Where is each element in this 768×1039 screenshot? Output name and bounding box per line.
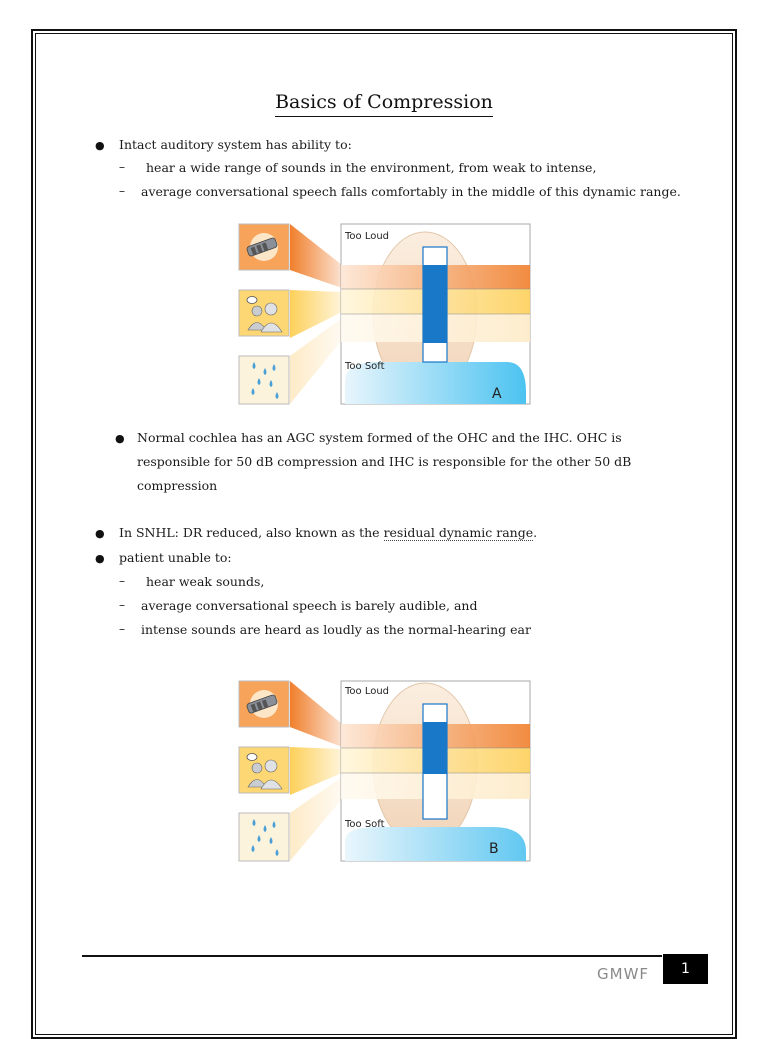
intact-sub-2: average conversational speech falls comfortably in the middle of this dynamic range. — [141, 184, 681, 199]
page-title-text: Basics of Compression — [275, 91, 493, 117]
dynamic-range-figure-b — [237, 679, 533, 863]
dynamic-range-figure-a — [237, 222, 533, 406]
patient-sub-1: hear weak sounds, — [146, 574, 265, 589]
dash-marker: – — [119, 622, 125, 636]
page-title — [0, 91, 768, 113]
patient-sub-2: average conversational speech is barely audible, and — [141, 598, 478, 613]
cochlea-line-1: Normal cochlea has an AGC system formed of the OHC and the IHC. OHC is — [137, 430, 622, 445]
bullet-dot: ● — [115, 432, 125, 445]
dash-marker: – — [119, 184, 125, 198]
threshold-shape — [345, 827, 526, 861]
footer-brand: GMWF — [597, 965, 650, 983]
footer-rule — [82, 955, 662, 957]
cochlea-line-3: compression — [137, 478, 218, 493]
bullet-dot: ● — [95, 527, 105, 540]
loud-funnel — [290, 224, 342, 288]
loud-funnel — [290, 681, 342, 747]
too-loud-label: Too Loud — [345, 231, 390, 242]
comfort-range-fill — [423, 722, 447, 774]
soft-icon-box — [239, 356, 289, 404]
dash-marker: – — [119, 160, 125, 174]
patient-sub-3: intense sounds are heard as loudly as the normal-hearing ear — [141, 622, 531, 637]
page-number: 1 — [663, 954, 708, 984]
too-loud-label: Too Loud — [345, 686, 390, 697]
figure-letter: A — [492, 386, 502, 402]
bullet-dot: ● — [95, 139, 105, 152]
intact-sub-1: hear a wide range of sounds in the environment, from weak to intense, — [146, 160, 597, 175]
dash-marker: – — [119, 598, 125, 612]
intact-system-bullet: Intact auditory system has ability to: — [119, 137, 352, 152]
snhl-suffix: . — [533, 525, 538, 540]
residual-dynamic-range-term: residual dynamic range — [383, 525, 534, 540]
patient-bullet: patient unable to: — [119, 550, 232, 565]
comfort-range-fill — [423, 265, 447, 343]
soft-icon-box — [239, 813, 289, 861]
figure-letter: B — [489, 841, 499, 857]
dash-marker: – — [119, 574, 125, 588]
bullet-dot: ● — [95, 552, 105, 565]
snhl-bullet — [119, 525, 537, 540]
too-soft-label: Too Soft — [345, 819, 385, 830]
cochlea-line-2: responsible for 50 dB compression and IHC is responsible for the other 50 dB — [137, 454, 632, 469]
snhl-prefix: In SNHL: DR reduced, also known as the — [119, 525, 380, 540]
too-soft-label: Too Soft — [345, 361, 385, 372]
